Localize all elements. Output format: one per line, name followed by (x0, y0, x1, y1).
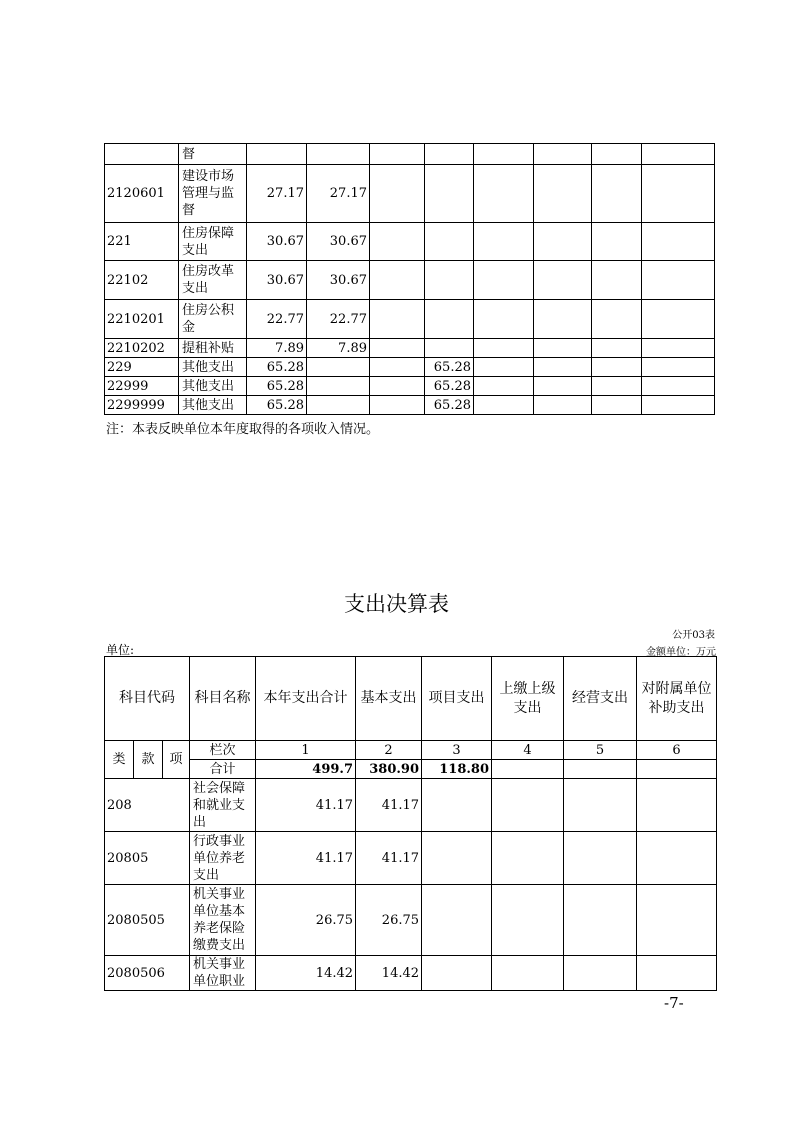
header-subsidiary: 对附属单位补助支出 (637, 657, 717, 741)
table-row: 2210201 住房公积金 22.77 22.77 (105, 300, 715, 339)
table-row: 2120601 建设市场管理与监督 27.17 27.17 (105, 165, 715, 223)
expense-table (104, 656, 717, 991)
header-project: 项目支出 (422, 657, 492, 741)
table-row: 22999 其他支出 65.28 65.28 (105, 377, 715, 396)
table-row: 221 住房保障支出 30.67 30.67 (105, 223, 715, 261)
table-row: 2080506 机关事业单位职业 14.42 14.42 (105, 956, 717, 991)
header-business: 经营支出 (564, 657, 637, 741)
form-number: 公开03表 (672, 630, 715, 641)
table-row: 2080505 机关事业单位基本养老保险缴费支出 26.75 26.75 (105, 885, 717, 956)
table-row: 督 (105, 144, 715, 165)
table-note: 注：本表反映单位本年度取得的各项收入情况。 (106, 422, 380, 437)
table-row: 2210202 提租补贴 7.89 7.89 (105, 339, 715, 358)
header-total: 本年支出合计 (256, 657, 356, 741)
total-row: 合计 499.7 380.90 118.80 (105, 760, 717, 779)
header-basic: 基本支出 (356, 657, 422, 741)
page-title: 支出决算表 (344, 592, 449, 616)
header-row (105, 657, 717, 741)
header-code: 科目代码 (105, 657, 190, 741)
table-row: 208 社会保障和就业支出 41.17 41.17 (105, 779, 717, 832)
header-upper: 上缴上级支出 (492, 657, 564, 741)
table-row: 22102 住房改革支出 30.67 30.67 (105, 261, 715, 300)
amount-unit: 金额单位：万元 (646, 647, 716, 658)
income-continued-table (104, 143, 715, 415)
column-number-row: 类 款 项 栏次 1 2 3 4 5 6 (105, 741, 717, 760)
unit-label: 单位: (106, 643, 135, 657)
page-number: -7- (664, 994, 684, 1012)
table-row: 229 其他支出 65.28 65.28 (105, 358, 715, 377)
header-name: 科目名称 (190, 657, 256, 741)
table-row: 2299999 其他支出 65.28 65.28 (105, 396, 715, 415)
table-row: 20805 行政事业单位养老支出 41.17 41.17 (105, 832, 717, 885)
